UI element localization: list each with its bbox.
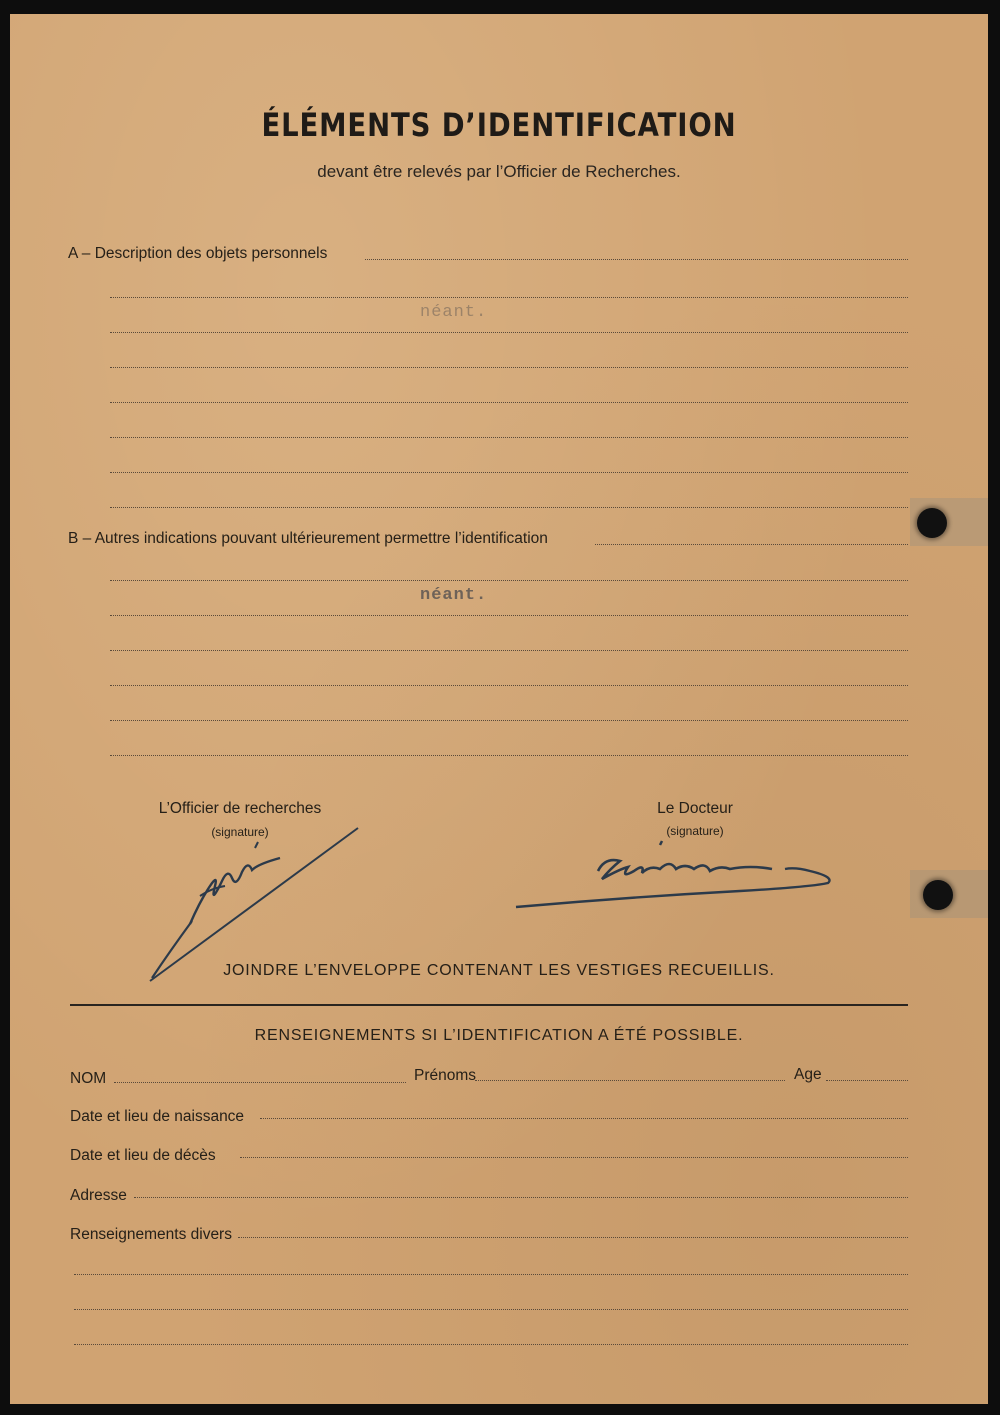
- adresse-label: Adresse: [70, 1187, 127, 1204]
- officer-signature-sub: (signature): [211, 825, 269, 839]
- section-a-line-8: [110, 507, 908, 508]
- section-b-line-3: [110, 615, 908, 616]
- section-a-line-5: [110, 402, 908, 403]
- form-page: [10, 14, 988, 1404]
- adresse-field-line: [134, 1197, 908, 1198]
- section-a-line-6: [110, 437, 908, 438]
- divers-field-line-1: [238, 1237, 908, 1238]
- section-a-line-7: [110, 472, 908, 473]
- doctor-signature-title: Le Docteur: [657, 800, 733, 817]
- section-divider: [70, 1004, 908, 1006]
- section-b-line-2: [110, 580, 908, 581]
- nom-label: NOM: [70, 1070, 107, 1087]
- officer-signature-title: L’Officier de recherches: [158, 800, 322, 817]
- section-b-typed-value: néant.: [420, 586, 488, 605]
- prenoms-field-line: [475, 1080, 785, 1081]
- divers-field-line-2: [74, 1274, 908, 1275]
- envelope-notice: JOINDRE L’ENVELOPPE CONTENANT LES VESTIGES RECUEILLIS.: [223, 962, 775, 979]
- section-b-line-7: [110, 755, 908, 756]
- section-a-label: A – Description des objets personnels: [68, 245, 328, 262]
- section-b-line-1: [595, 544, 908, 545]
- nom-field-line: [114, 1082, 406, 1083]
- section-a-line-4: [110, 367, 908, 368]
- punch-hole-bottom: [923, 880, 953, 910]
- section-a-line-2: [110, 297, 908, 298]
- identification-section-title: RENSEIGNEMENTS SI L’IDENTIFICATION A ÉTÉ POSSIBLE.: [254, 1027, 744, 1044]
- naissance-label: Date et lieu de naissance: [70, 1108, 245, 1125]
- section-a-line-3: [110, 332, 908, 333]
- section-a-typed-value: néant.: [420, 303, 488, 322]
- divers-field-line-3: [74, 1309, 908, 1310]
- section-b-line-5: [110, 685, 908, 686]
- naissance-field-line: [260, 1118, 908, 1119]
- punch-hole-top: [917, 508, 947, 538]
- age-field-line: [826, 1080, 908, 1081]
- prenoms-label: Prénoms: [414, 1067, 477, 1084]
- form-subtitle: devant être relevés par l’Officier de Recherches.: [317, 162, 681, 181]
- form-title: ÉLÉMENTS D’IDENTIFICATION: [261, 106, 737, 144]
- deces-field-line: [240, 1157, 908, 1158]
- section-b-line-6: [110, 720, 908, 721]
- doctor-signature-image: [510, 839, 840, 919]
- divers-field-line-4: [74, 1344, 908, 1345]
- section-b-line-4: [110, 650, 908, 651]
- age-label: Age: [794, 1066, 822, 1083]
- doctor-signature-sub: (signature): [666, 824, 724, 838]
- section-b-label: B – Autres indications pouvant ultérieurement permettre l’identification: [68, 530, 548, 547]
- section-a-line-1: [365, 259, 908, 260]
- divers-label: Renseignements divers: [70, 1226, 232, 1243]
- deces-label: Date et lieu de décès: [70, 1147, 216, 1164]
